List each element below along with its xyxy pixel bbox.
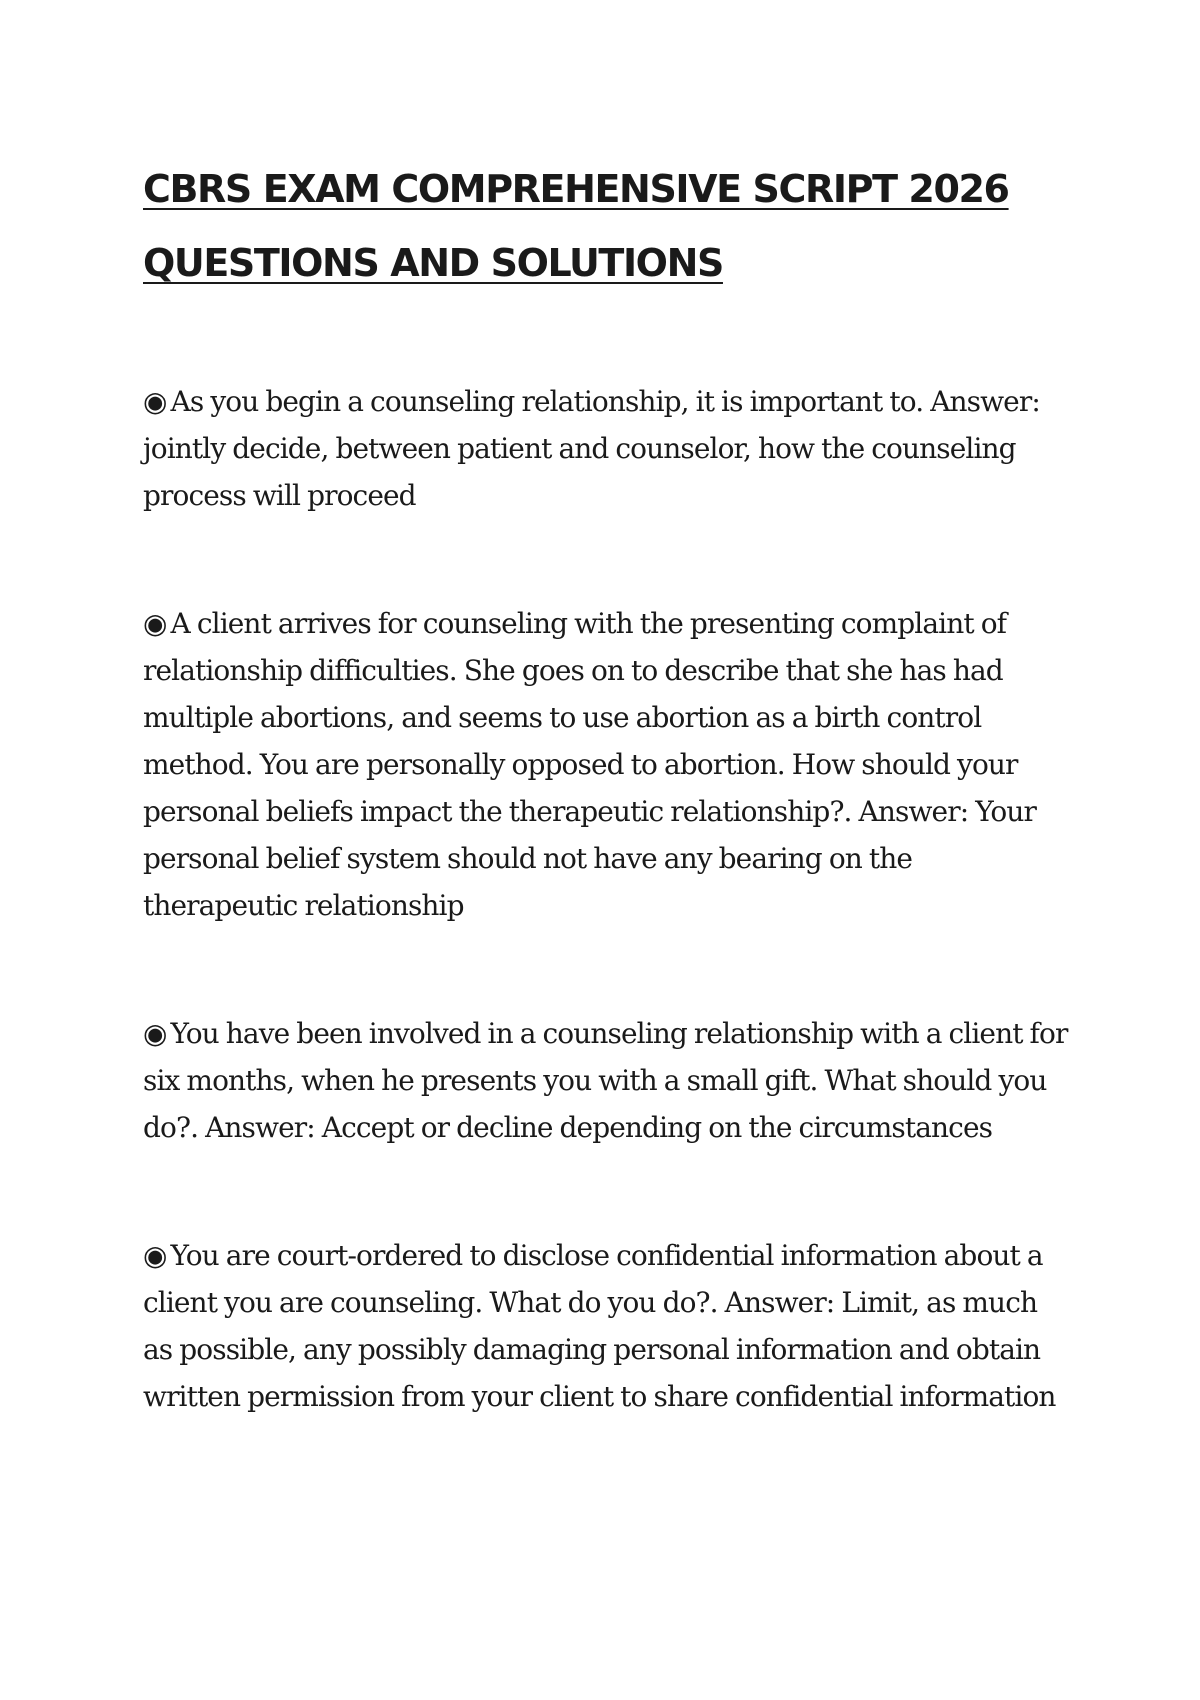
qa-item-text: As you begin a counseling relationship, it is important to. Answer: jointly decide, between patient and counselor, how the counseling process will proceed <box>143 385 1040 512</box>
qa-item-text: You have been involved in a counseling relationship with a client for six months, when he presents you with a small gift. What should you do?. Answer: Accept or decline depending on the circumstances <box>143 1017 1068 1144</box>
qa-item <box>143 600 1073 929</box>
page-title <box>143 152 1063 300</box>
page-title-text: CBRS EXAM COMPREHENSIVE SCRIPT 2026 QUESTIONS AND SOLUTIONS <box>143 167 1009 285</box>
qa-item-text: A client arrives for counseling with the presenting complaint of relationship difficulties. She goes on to describe that she has had multiple abortions, and seems to use abortion as a birth control method. You are personally opposed to abortion. How should your personal beliefs impact the therapeutic relationship?. Answer: Your personal belief system should not have any bearing on the therapeutic relationship <box>143 607 1036 922</box>
fisheye-bullet-icon: ◉ <box>143 1239 167 1272</box>
qa-item <box>143 1232 1073 1420</box>
fisheye-bullet-icon: ◉ <box>143 1017 167 1050</box>
qa-item-text: You are court-ordered to disclose confidential information about a client you are counseling. What do you do?. Answer: Limit, as much as possible, any possibly damaging personal information and obtain written permission from your client to share confidential information <box>143 1239 1056 1413</box>
qa-item <box>143 1010 1073 1151</box>
fisheye-bullet-icon: ◉ <box>143 607 167 640</box>
qa-item <box>143 378 1073 519</box>
fisheye-bullet-icon: ◉ <box>143 385 167 418</box>
